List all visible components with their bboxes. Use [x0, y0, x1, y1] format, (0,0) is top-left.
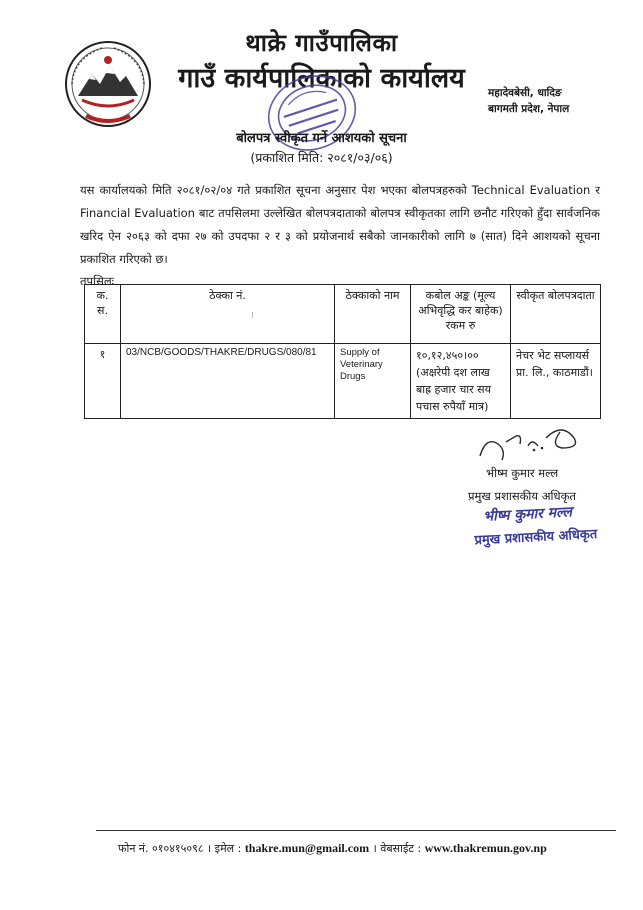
- header-accepted-bidder: स्वीकृत बोलपत्रदाता: [511, 285, 601, 344]
- cell-accepted-bidder: नेचर भेट सप्लायर्स प्रा. लि., काठमाडौं।: [511, 344, 601, 419]
- cell-contract-name: Supply of Veterinary Drugs: [335, 344, 411, 419]
- municipality-name: थाक्रे गाउँपालिका: [245, 29, 398, 57]
- details-label: तपसिलः: [80, 274, 114, 288]
- address-line-2: बागमती प्रदेश, नेपाल: [488, 103, 570, 115]
- handwritten-signature: [476, 416, 596, 466]
- stamp-name: भीष्म कुमार मल्ल: [482, 504, 573, 525]
- cell-bid-amount: [411, 344, 511, 419]
- notice-body: यस कार्यालयको मिति २०८१/०२/०४ गते प्रकाशित सूचना अनुसार पेश भएका बोलपत्रहरुको Technical Evaluation र Financial Evaluation बाट तपसिलमा उल्लेखित बोलपत्रदाताको बोलपत्र स्वीकृतका लागि छनौट गरिएको हुँदा सार्वजनिक खरिद ऐन २०६३ को दफा २७ को उपदफा २ र ३ को प्रयोजनार्थ सबैको जानकारीको लागि ७ (सात) दिने आशयको सूचना प्रकाशित गरिएको छ।: [80, 183, 600, 266]
- signatory-post: प्रमुख प्रशासकीय अधिकृत: [468, 489, 576, 503]
- footer-website: www.thakremun.gov.np: [424, 841, 547, 855]
- officer-name-stamp: [473, 501, 605, 558]
- header-contract-number: [121, 285, 335, 344]
- office-name: गाउँ कार्यपालिकाको कार्यालय: [178, 63, 465, 94]
- table-row: [85, 344, 601, 419]
- table-header-row: [85, 285, 601, 344]
- footer-divider: [96, 830, 616, 831]
- stamp-post: प्रमुख प्रशासकीय अधिकृत: [474, 526, 598, 549]
- footer-website-label: । वेबसाईट :: [372, 842, 422, 855]
- header-contract-name: ठेक्काको नाम: [335, 285, 411, 344]
- cell-serial-number: १: [85, 344, 121, 419]
- signatory-name: भीष्म कुमार मल्ल: [486, 466, 559, 480]
- footer-email: thakre.mun@gmail.com: [244, 841, 370, 855]
- accepted-bid-table: [84, 284, 601, 419]
- header-serial-number: क. स.: [85, 285, 121, 344]
- address-line-1: महादेवबेसी, धादिङ: [488, 87, 562, 99]
- bid-amount-words: (अक्षरेपी दश लाख बाह्र हजार चार सय पचास रुपैयाँ मात्र): [416, 366, 491, 413]
- footer-contact: [118, 841, 547, 856]
- header-bid-amount: कबोल अङ्क (मूल्य अभिवृद्धि कर बाहेक) रकम रु: [411, 285, 511, 344]
- published-date: (प्रकाशित मिति: २०८१/०३/०६): [250, 150, 393, 165]
- pen-mark: ⁝: [251, 311, 254, 320]
- cell-contract-number: 03/NCB/GOODS/THAKRE/DRUGS/080/81: [121, 344, 335, 419]
- notice-subject: बोलपत्र स्वीकृत गर्ने आशयको सूचना: [236, 131, 407, 146]
- footer-phone: फोन नं. ०१०४१५०९८ । इमेल :: [118, 842, 242, 855]
- header-contract-number-label: ठेक्का नं.: [209, 289, 246, 302]
- bid-amount-figure: १०,१२,४५०।००: [416, 349, 479, 362]
